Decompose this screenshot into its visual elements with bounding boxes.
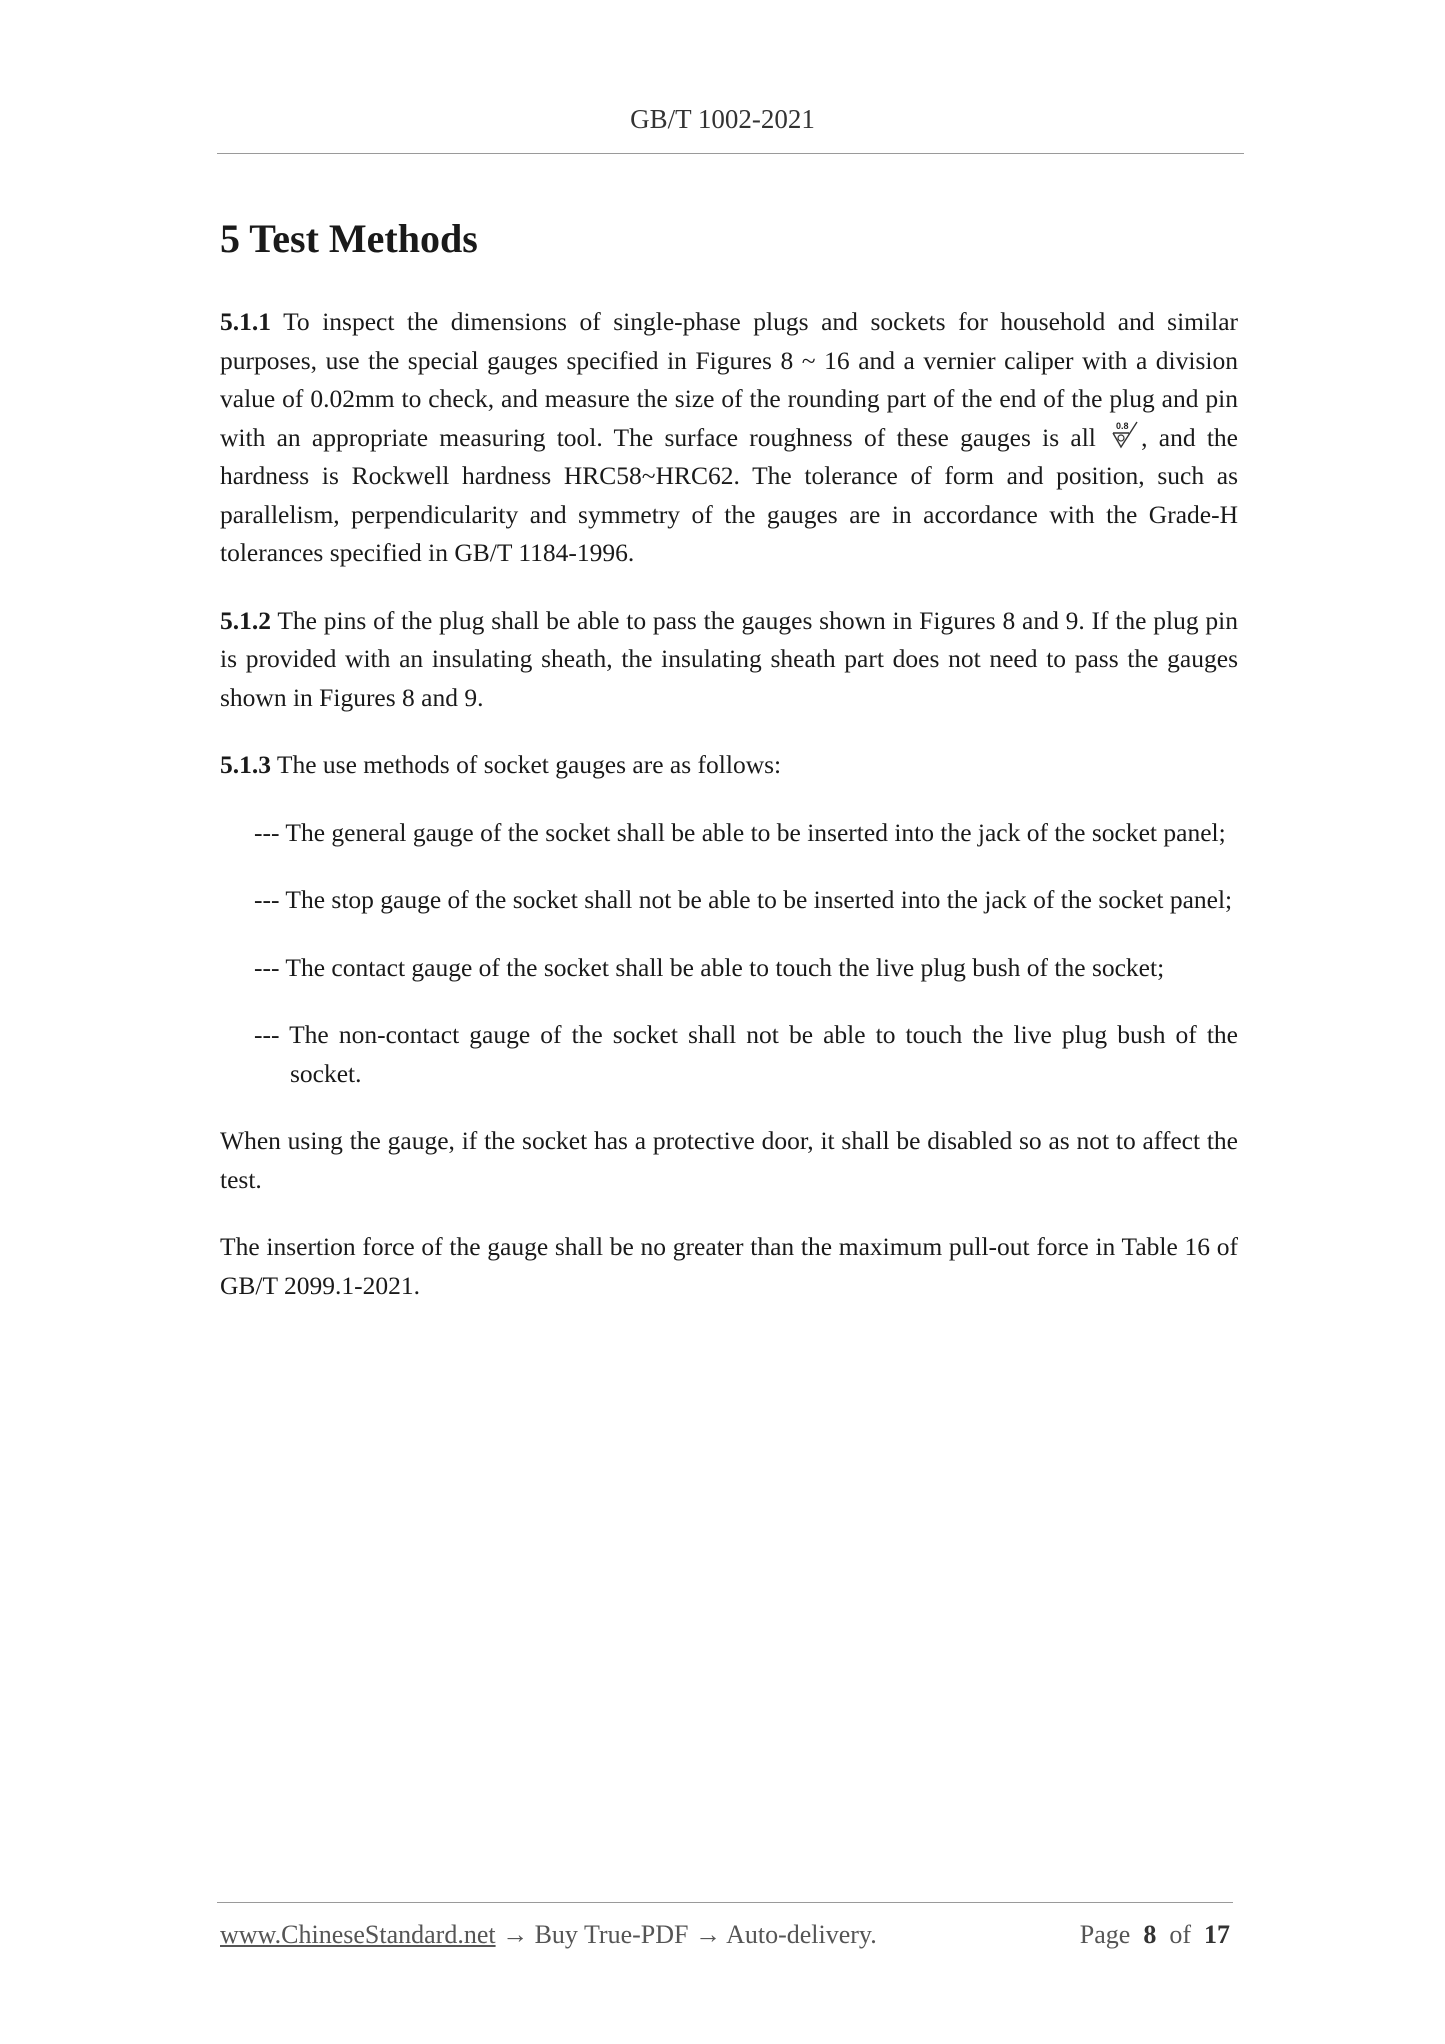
page-content [220,212,1238,1334]
footer-divider [217,1902,1233,1903]
clause-text: The pins of the plug shall be able to pass the gauges shown in Figures 8 and 9. If the plug pin is provided with an insulating sheath, the insulating sheath part does not need to pass the gauges shown in Figures 8 and 9. [220,605,1238,712]
list-item: --- The contact gauge of the socket shall be able to touch the live plug bush of the socket; [254,952,1165,982]
page-indicator [1080,1920,1230,1950]
clause-text: The use methods of socket gauges are as follows: [271,750,782,779]
clause-5-1-2 [220,602,1238,718]
arrow-right-icon: → [695,1920,721,1949]
roughness-value: 0.8 [1116,420,1129,431]
list-item: --- The non-contact gauge of the socket shall not be able to touch the live plug bush of the socket. [254,1020,1238,1088]
footer-promo [220,1920,877,1950]
clause-text-continued: , and the hardness is Rockwell hardness HRC58~HRC62. The tolerance of form and position, such as parallelism, perpendicularity and symmetry of the gauges are in accordance with the Grade-H tolerances specified in GB/T 1184-1996. [220,422,1238,567]
auto-delivery-text: Auto-delivery. [726,1920,877,1949]
clause-5-1-1 [220,303,1238,573]
buy-true-pdf-text: Buy True-PDF [534,1920,689,1949]
page-total: 17 [1204,1920,1230,1949]
list-item: --- The general gauge of the socket shall be able to be inserted into the jack of the socket panel; [254,817,1226,847]
of-label: of [1169,1920,1191,1949]
page-number: 8 [1143,1920,1157,1949]
list-item: --- The stop gauge of the socket shall not be able to be inserted into the jack of the socket panel; [254,885,1233,914]
arrow-right-icon: → [502,1920,529,1949]
clause-number: 5.1.1 [220,307,271,336]
running-header-title: GB/T 1002-2021 [630,104,815,134]
surface-roughness-symbol-icon [1107,420,1141,450]
clause-text: To inspect the dimensions of single-phase plugs and sockets for household and similar purposes, use the special gauges specified in Figures 8 ~ 16 and a vernier caliper with a division value of 0.02mm to check, and measure the size of the rounding part of the end of the plug and pin with an appropriate measuring tool. The surface roughness of these gauges is all [220,307,1238,452]
clause-5-1-3 [220,746,1238,785]
paragraph-insertion-force: The insertion force of the gauge shall be no greater than the maximum pull-out force in Table 16 of GB/T 2099.1-2021. [220,1232,1238,1300]
paragraph-protective-door: When using the gauge, if the socket has a protective door, it shall be disabled so as not to affect the test. [220,1126,1238,1194]
header-divider [217,153,1244,154]
clause-number: 5.1.3 [220,750,271,779]
page-label: Page [1079,1920,1131,1949]
website-link[interactable]: www.ChineseStandard.net [220,1920,496,1949]
section-heading: 5 Test Methods [220,216,478,261]
clause-number: 5.1.2 [220,605,271,635]
